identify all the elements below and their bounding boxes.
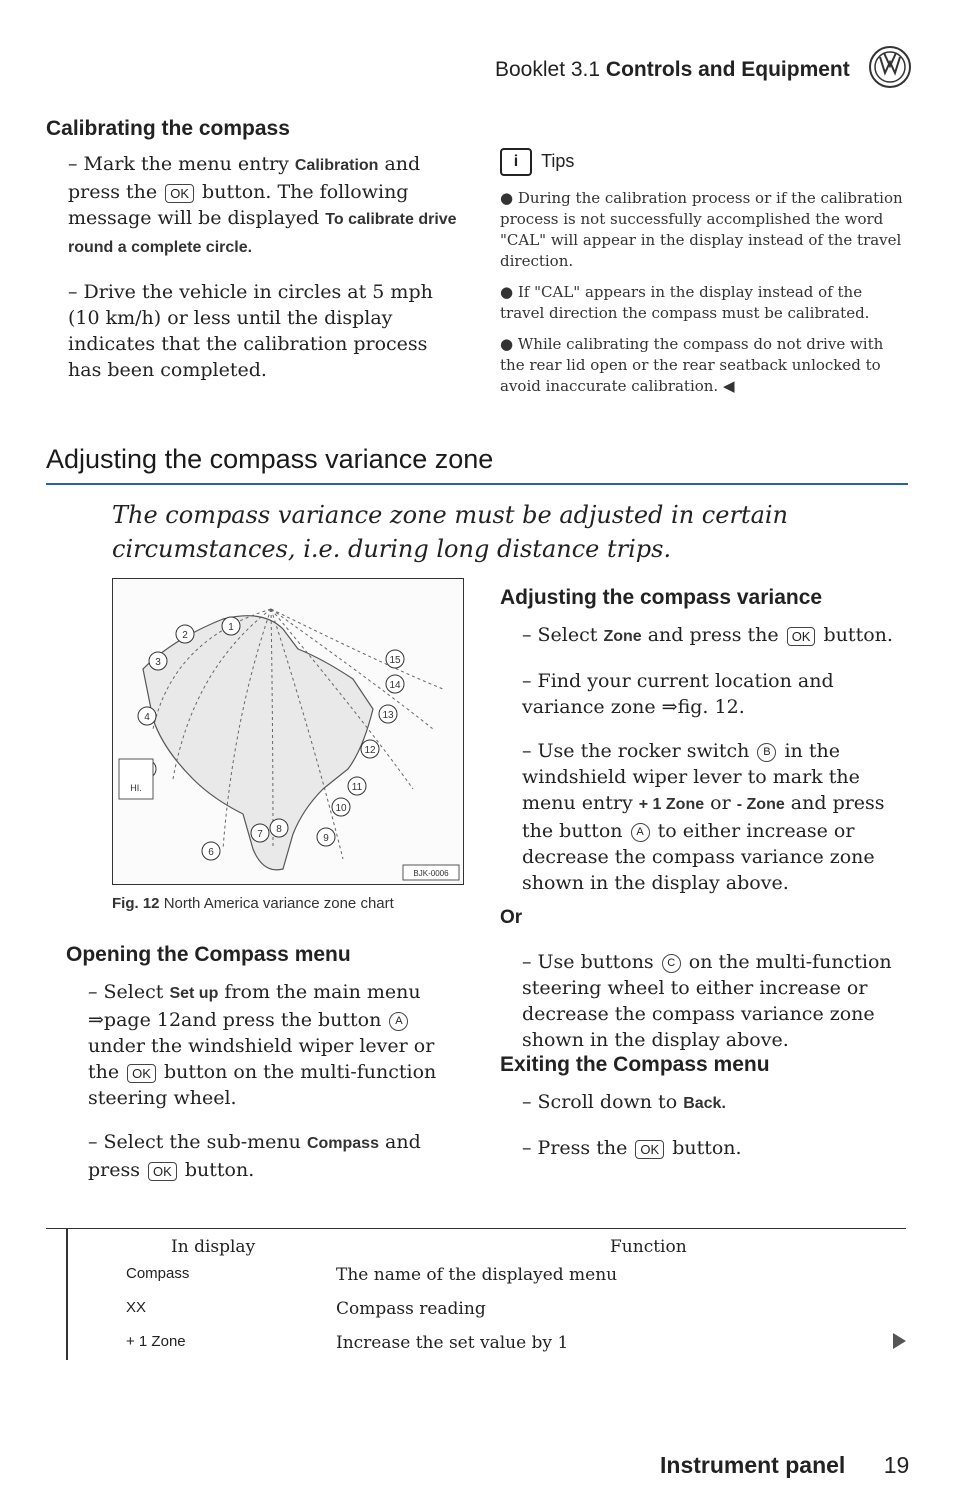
exiting-section <box>500 1053 910 1179</box>
svg-text:7: 7 <box>257 829 263 840</box>
header-title: Controls and Equipment <box>605 58 850 81</box>
hi-inset <box>119 759 153 799</box>
svg-text:11: 11 <box>351 782 363 793</box>
button-c-icon: C <box>662 954 681 973</box>
svg-text:4: 4 <box>144 712 150 723</box>
tip-1: ● During the calibration process or if the calibration process is not successfully accomplished the word "CAL" will appear in the display instead of the travel direction. <box>500 189 903 270</box>
map-svg <box>113 579 463 884</box>
opening-step-2: – Select the sub-menu Compass and press OK button. <box>88 1131 421 1181</box>
button-b-icon: B <box>757 743 776 762</box>
svg-text:15: 15 <box>389 655 401 666</box>
button-a-icon: A <box>631 823 650 842</box>
continue-arrow-icon <box>893 1333 906 1349</box>
opening-step-1: – Select Set up from the main menu ⇒page 12and press the button A under the windshield wiper lever or the OK button on the multi-function steering wheel. <box>88 981 437 1109</box>
zone-marker <box>149 652 167 670</box>
ok-button-icon: OK <box>165 184 194 203</box>
table-row: XX Compass reading <box>126 1299 486 1319</box>
calibrating-step-2: – Drive the vehicle in circles at 5 mph (10 km/h) or less until the display indicates that the calibration process has been completed. <box>68 281 433 381</box>
adjusting-step-1: – Select Zone and press the OK button. <box>522 624 893 646</box>
exiting-title: Exiting the Compass menu <box>500 1053 770 1076</box>
svg-text:10: 10 <box>335 803 347 814</box>
svg-text:9: 9 <box>323 833 329 844</box>
hi-label: HI. <box>130 783 142 793</box>
table-left-rule <box>66 1228 68 1360</box>
svg-text:3: 3 <box>155 657 161 668</box>
svg-text:8: 8 <box>276 824 282 835</box>
exiting-step-1: – Scroll down to Back. <box>522 1091 726 1113</box>
booklet-label: Booklet 3.1 <box>495 58 601 81</box>
section-intro: The compass variance zone must be adjusted in certain circumstances, i.e. during long distance trips. <box>112 501 789 563</box>
svg-text:12: 12 <box>364 745 376 756</box>
zone-marker <box>332 798 350 816</box>
svg-text:1: 1 <box>228 622 234 633</box>
col-header-display: In display <box>171 1237 256 1257</box>
button-a-icon: A <box>389 1012 408 1031</box>
calibrating-section <box>46 117 466 401</box>
adjusting-step-2: – Find your current location and variance zone ⇒fig. 12. <box>522 670 834 718</box>
svg-text:6: 6 <box>208 847 214 858</box>
calibrating-title: Calibrating the compass <box>46 117 290 140</box>
footer-label: Instrument panel <box>660 1452 846 1478</box>
zone-marker <box>202 842 220 860</box>
zone-marker <box>361 740 379 758</box>
adjusting-section <box>500 586 910 1071</box>
opening-section <box>66 943 466 1201</box>
table-row: Compass The name of the displayed menu <box>126 1265 618 1285</box>
ok-button-icon: OK <box>148 1162 177 1181</box>
ok-button-icon: OK <box>787 627 816 646</box>
info-icon: i <box>500 148 532 176</box>
adjusting-title: Adjusting the compass variance <box>500 586 823 609</box>
calibrating-step-1: – Mark the menu entry Calibration and press the OK button. The following message will be displayed To calibrate drive round a complete circle. <box>68 153 457 256</box>
tip-3: ● While calibrating the compass do not drive with the rear lid open or the rear seatback unlocked to avoid inaccurate calibration. ◀ <box>500 335 884 395</box>
adjusting-step-4: – Use buttons C on the multi-function steering wheel to either increase or decrease the compass variance zone shown in the display above. <box>522 951 892 1051</box>
page-footer <box>660 1452 909 1479</box>
ok-button-icon: OK <box>635 1140 664 1159</box>
svg-text:13: 13 <box>382 710 394 721</box>
variance-zone-map <box>112 578 464 885</box>
exiting-step-2: – Press the OK button. <box>522 1137 742 1159</box>
zone-marker <box>222 617 240 635</box>
display-function-table <box>46 1228 906 1367</box>
ok-button-icon: OK <box>127 1064 156 1083</box>
col-header-function: Function <box>610 1237 687 1257</box>
section-rule <box>46 483 908 485</box>
zone-marker <box>270 819 288 837</box>
zone-marker <box>138 707 156 725</box>
tips-box <box>500 148 910 407</box>
page-number: 19 <box>883 1452 910 1478</box>
zone-marker <box>251 824 269 842</box>
adjusting-step-3: – Use the rocker switch B in the windshield wiper lever to mark the menu entry + 1 Zone or - Zone and press the button A to either increase or decrease the compass variance zone shown in the display above. <box>522 740 885 894</box>
table-row: + 1 Zone Increase the set value by 1 <box>126 1333 569 1353</box>
vw-logo-icon <box>868 45 912 89</box>
zone-marker <box>386 675 404 693</box>
figure-caption: Fig. 12 North America variance zone chart <box>112 895 394 912</box>
table-header <box>46 1229 906 1265</box>
page-header <box>495 58 850 82</box>
zone-marker <box>386 650 404 668</box>
zone-marker <box>348 777 366 795</box>
svg-text:2: 2 <box>182 630 188 641</box>
svg-text:14: 14 <box>389 680 401 691</box>
figure-code: BJK-0006 <box>413 869 449 878</box>
zone-marker <box>176 625 194 643</box>
zone-marker <box>379 705 397 723</box>
zone-marker <box>317 828 335 846</box>
tip-2: ● If "CAL" appears in the display instead of the travel direction the compass must be calibrated. <box>500 283 870 322</box>
tips-label: Tips <box>541 150 575 171</box>
or-label: Or <box>500 907 523 928</box>
section-title: Adjusting the compass variance zone <box>46 444 494 474</box>
opening-title: Opening the Compass menu <box>66 943 351 966</box>
